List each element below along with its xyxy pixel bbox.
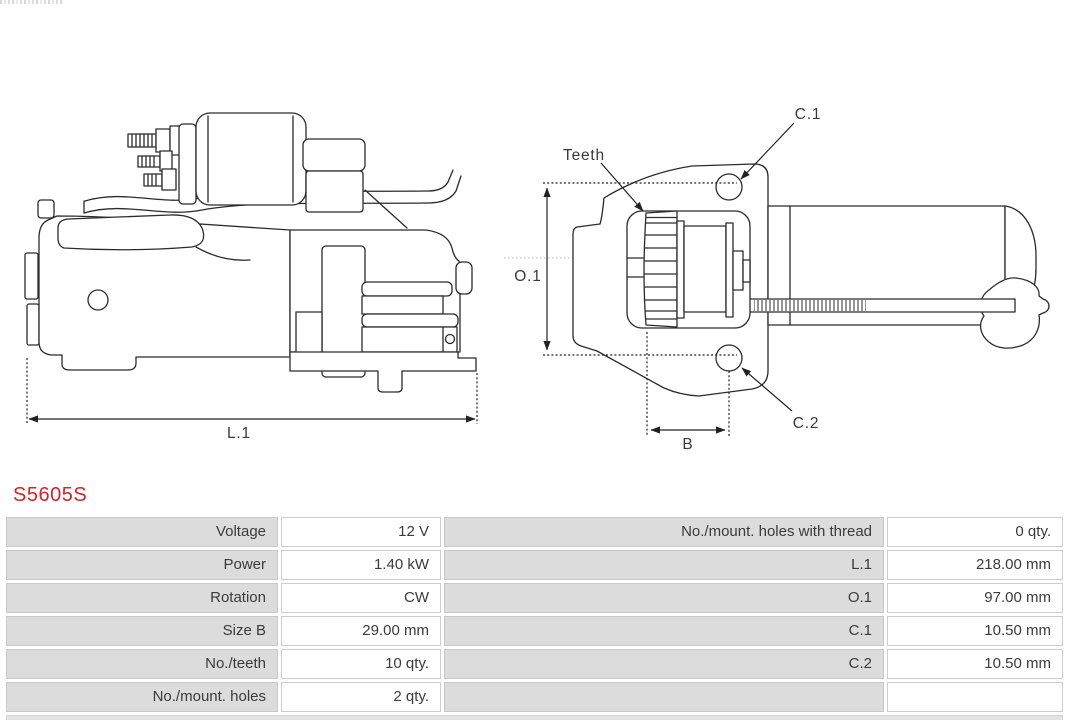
spec-label-cell [444,682,884,712]
spec-value-cell: 2 qty. [281,682,441,712]
c1-label: C.1 [794,106,822,123]
spec-label-cell: O.1 [444,583,884,613]
spec-value-cell: 10 qty. [281,649,441,679]
spec-label-cell: No./mount. holes with thread [444,517,884,547]
spec-label-cell: No./teeth [6,649,278,679]
c2-label: C.2 [792,415,820,432]
solenoid-terminal-studs [128,126,180,190]
spec-value-cell: CW [281,583,441,613]
next-row-cutoff-strip [6,715,1063,720]
side-view [25,113,477,442]
solenoid [179,113,365,212]
spec-value-cell: 10.50 mm [887,616,1063,646]
spec-value-cell [887,682,1063,712]
front-view [504,106,1049,453]
mount-hole-c2 [716,345,742,371]
spec-label-cell: C.1 [444,616,884,646]
drive-end-housing [290,190,476,392]
b-dimension-label: B [682,436,694,453]
spec-label-cell: Power [6,550,278,580]
spec-value-cell: 218.00 mm [887,550,1063,580]
spec-label-cell: No./mount. holes [6,682,278,712]
spec-value-cell: 12 V [281,517,441,547]
spec-value-cell: 0 qty. [887,517,1063,547]
o1-dimension-label: O.1 [514,268,542,285]
specs-table [6,517,1063,712]
teeth-label: Teeth [563,147,605,164]
spec-label-cell: Rotation [6,583,278,613]
mount-hole-c1 [716,174,742,200]
spec-value-cell: 10.50 mm [887,649,1063,679]
spec-label-cell: L.1 [444,550,884,580]
spec-label-cell: Size B [6,616,278,646]
l1-dimension-label: L.1 [227,425,251,442]
spec-value-cell: 97.00 mm [887,583,1063,613]
part-number: S5605S [13,484,88,506]
leader-c2 [742,368,819,432]
spec-label-cell: Voltage [6,517,278,547]
spec-label-cell: C.2 [444,649,884,679]
spec-value-cell: 29.00 mm [281,616,441,646]
spec-value-cell: 1.40 kW [281,550,441,580]
